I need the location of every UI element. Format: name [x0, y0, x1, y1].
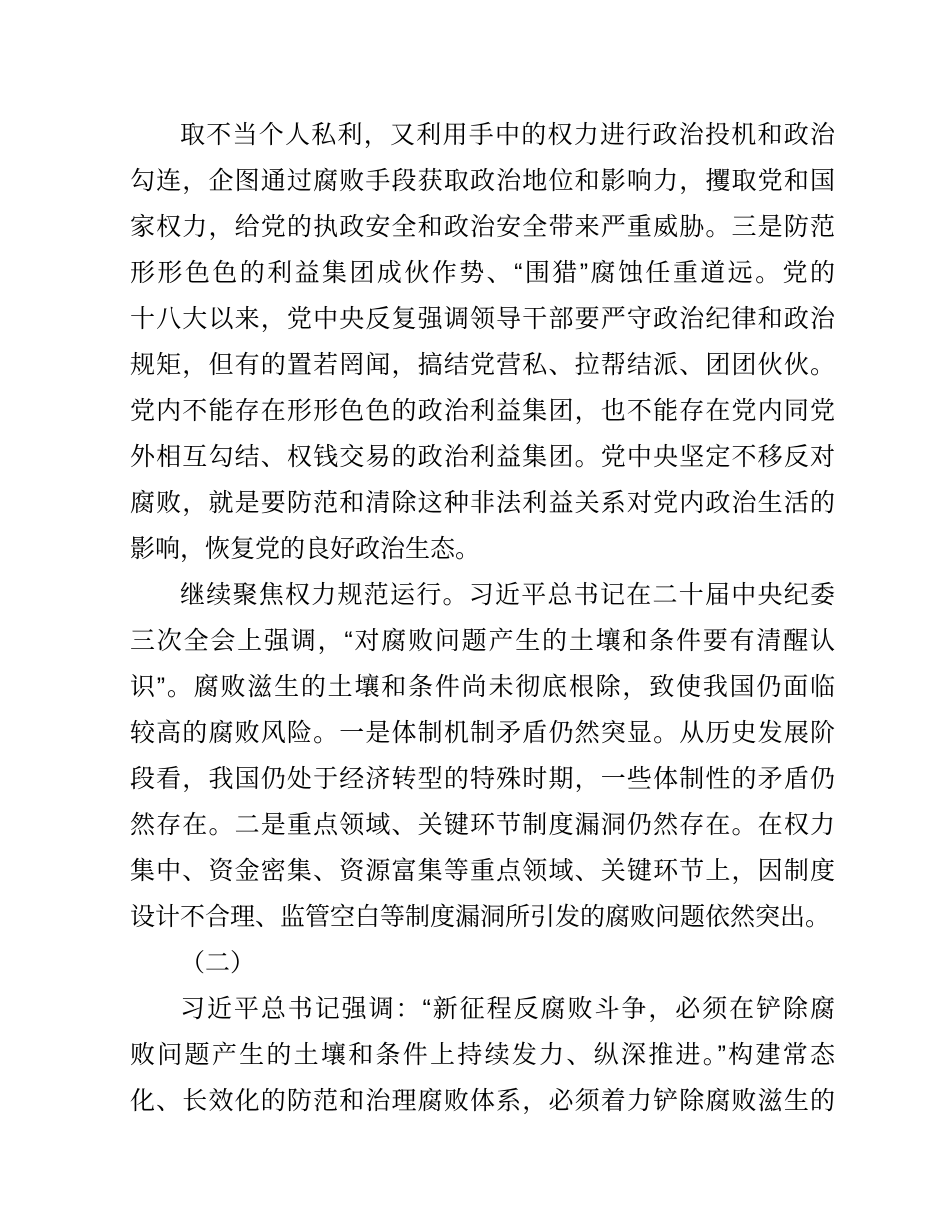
section-marker: [130, 940, 835, 986]
text-line: 集中、资金密集、资源富集等重点领域、关键环节上，因制度: [130, 857, 835, 885]
text-line: 十八大以来，党中央反复强调领导干部要严守政治纪律和政治: [130, 305, 835, 333]
text-line: 腐败，就是要防范和清除这种非法利益关系对党内政治生活的: [130, 489, 835, 517]
text-line: 形形色色的利益集团成伙作势、“围猎”腐蚀任重道远。党的: [130, 259, 835, 287]
text-line: 党内不能存在形形色色的政治利益集团，也不能存在党内同党: [130, 397, 835, 425]
text-line: 化、长效化的防范和治理腐败体系，必须着力铲除腐败滋生的: [130, 1087, 835, 1115]
paragraph: [130, 572, 835, 940]
text-line: 段看，我国仍处于经济转型的特殊时期，一些体制性的矛盾仍: [130, 765, 835, 793]
text-line: 取不当个人私利，又利用手中的权力进行政治投机和政治: [180, 121, 835, 149]
text-line: 规矩，但有的置若罔闻，搞结党营私、拉帮结派、团团伙伙。: [130, 351, 835, 379]
text-line: 设计不合理、监管空白等制度漏洞所引发的腐败问题依然突出。: [130, 903, 831, 931]
text-line: 影响，恢复党的良好政治生态。: [130, 535, 481, 563]
text-line: 继续聚焦权力规范运行。习近平总书记在二十届中央纪委: [180, 581, 835, 609]
text-line: （二）: [180, 949, 256, 977]
text-line: 习近平总书记强调：“新征程反腐败斗争，必须在铲除腐: [180, 995, 835, 1023]
text-line: 勾连，企图通过腐败手段获取政治地位和影响力，攫取党和国: [130, 167, 835, 195]
text-line: 识”。腐败滋生的土壤和条件尚未彻底根除，致使我国仍面临: [130, 673, 835, 701]
text-line: 家权力，给党的执政安全和政治安全带来严重威胁。三是防范: [130, 213, 835, 241]
paragraph: [130, 112, 835, 572]
text-line: 败问题产生的土壤和条件上持续发力、纵深推进。”构建常态: [130, 1041, 835, 1069]
document-body: [130, 112, 835, 1124]
text-line: 然存在。二是重点领域、关键环节制度漏洞仍然存在。在权力: [130, 811, 835, 839]
text-line: 三次全会上强调，“对腐败问题产生的土壤和条件要有清醒认: [130, 627, 835, 655]
text-line: 较高的腐败风险。一是体制机制矛盾仍然突显。从历史发展阶: [130, 719, 835, 747]
text-line: 外相互勾结、权钱交易的政治利益集团。党中央坚定不移反对: [130, 443, 835, 471]
paragraph: [130, 986, 835, 1124]
